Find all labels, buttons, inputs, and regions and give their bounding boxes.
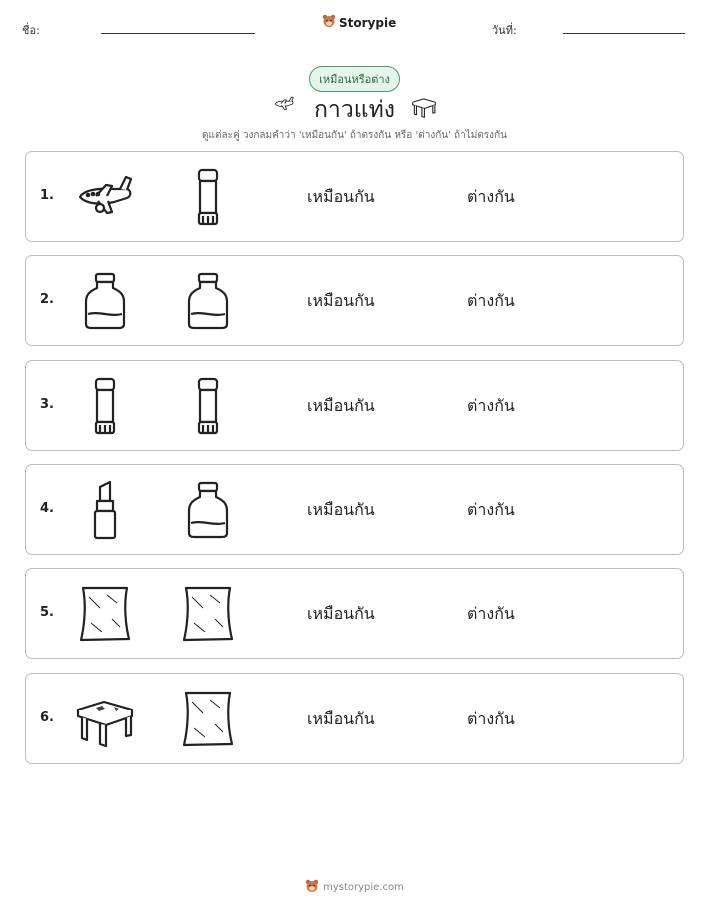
same-option[interactable]: เหมือนกัน [307, 396, 375, 415]
same-option[interactable]: เหมือนกัน [307, 709, 375, 728]
jar-icon [177, 479, 239, 541]
footer [0, 878, 709, 897]
jar-icon [74, 270, 136, 332]
glue-stick-icon [177, 375, 239, 437]
exercise-card [25, 673, 684, 764]
instruction-text: ดูแต่ละคู่ วงกลมคำว่า 'เหมือนกัน' ถ้าตรงกัน หรือ 'ต่างกัน' ถ้าไม่ตรงกัน [202, 130, 507, 141]
page-title: กาวแท่ง [314, 97, 395, 123]
topic-badge: เหมือนหรือต่าง [309, 66, 400, 92]
bear-logo-icon [322, 13, 336, 32]
same-option[interactable]: เหมือนกัน [307, 500, 375, 519]
brand-name: Storypie [339, 15, 397, 30]
same-option[interactable]: เหมือนกัน [307, 187, 375, 206]
glue-stick-icon [177, 166, 239, 228]
footer-link[interactable]: mystorypie.com [323, 882, 404, 893]
date-line[interactable] [563, 33, 685, 34]
exercise-card [25, 464, 684, 555]
date-label: วันที่: [492, 24, 517, 37]
question-number: 6. [40, 710, 54, 725]
question-number: 2. [40, 292, 54, 307]
name-line[interactable] [101, 33, 255, 34]
exercise-card [25, 568, 684, 659]
exercise-card [25, 255, 684, 346]
different-option[interactable]: ต่างกัน [467, 709, 515, 728]
plastic-bag-icon [177, 583, 239, 645]
different-option[interactable]: ต่างกัน [467, 500, 515, 519]
name-label: ชื่อ: [22, 24, 40, 37]
same-option[interactable]: เหมือนกัน [307, 291, 375, 310]
different-option[interactable]: ต่างกัน [467, 604, 515, 623]
same-option[interactable]: เหมือนกัน [307, 604, 375, 623]
jar-icon [177, 270, 239, 332]
question-number: 1. [40, 188, 54, 203]
question-number: 5. [40, 605, 54, 620]
table-icon [74, 688, 136, 750]
plastic-bag-icon [177, 688, 239, 750]
question-number: 4. [40, 501, 54, 516]
different-option[interactable]: ต่างกัน [467, 187, 515, 206]
table-icon [409, 93, 439, 123]
airplane-icon [74, 166, 136, 228]
different-option[interactable]: ต่างกัน [467, 396, 515, 415]
exercise-card [25, 151, 684, 242]
glue-stick-icon [74, 375, 136, 437]
question-number: 3. [40, 397, 54, 412]
bear-logo-icon [305, 878, 319, 897]
plastic-bag-icon [74, 583, 136, 645]
different-option[interactable]: ต่างกัน [467, 291, 515, 310]
brand [322, 13, 396, 32]
lipstick-icon [74, 479, 136, 541]
exercise-card [25, 360, 684, 451]
